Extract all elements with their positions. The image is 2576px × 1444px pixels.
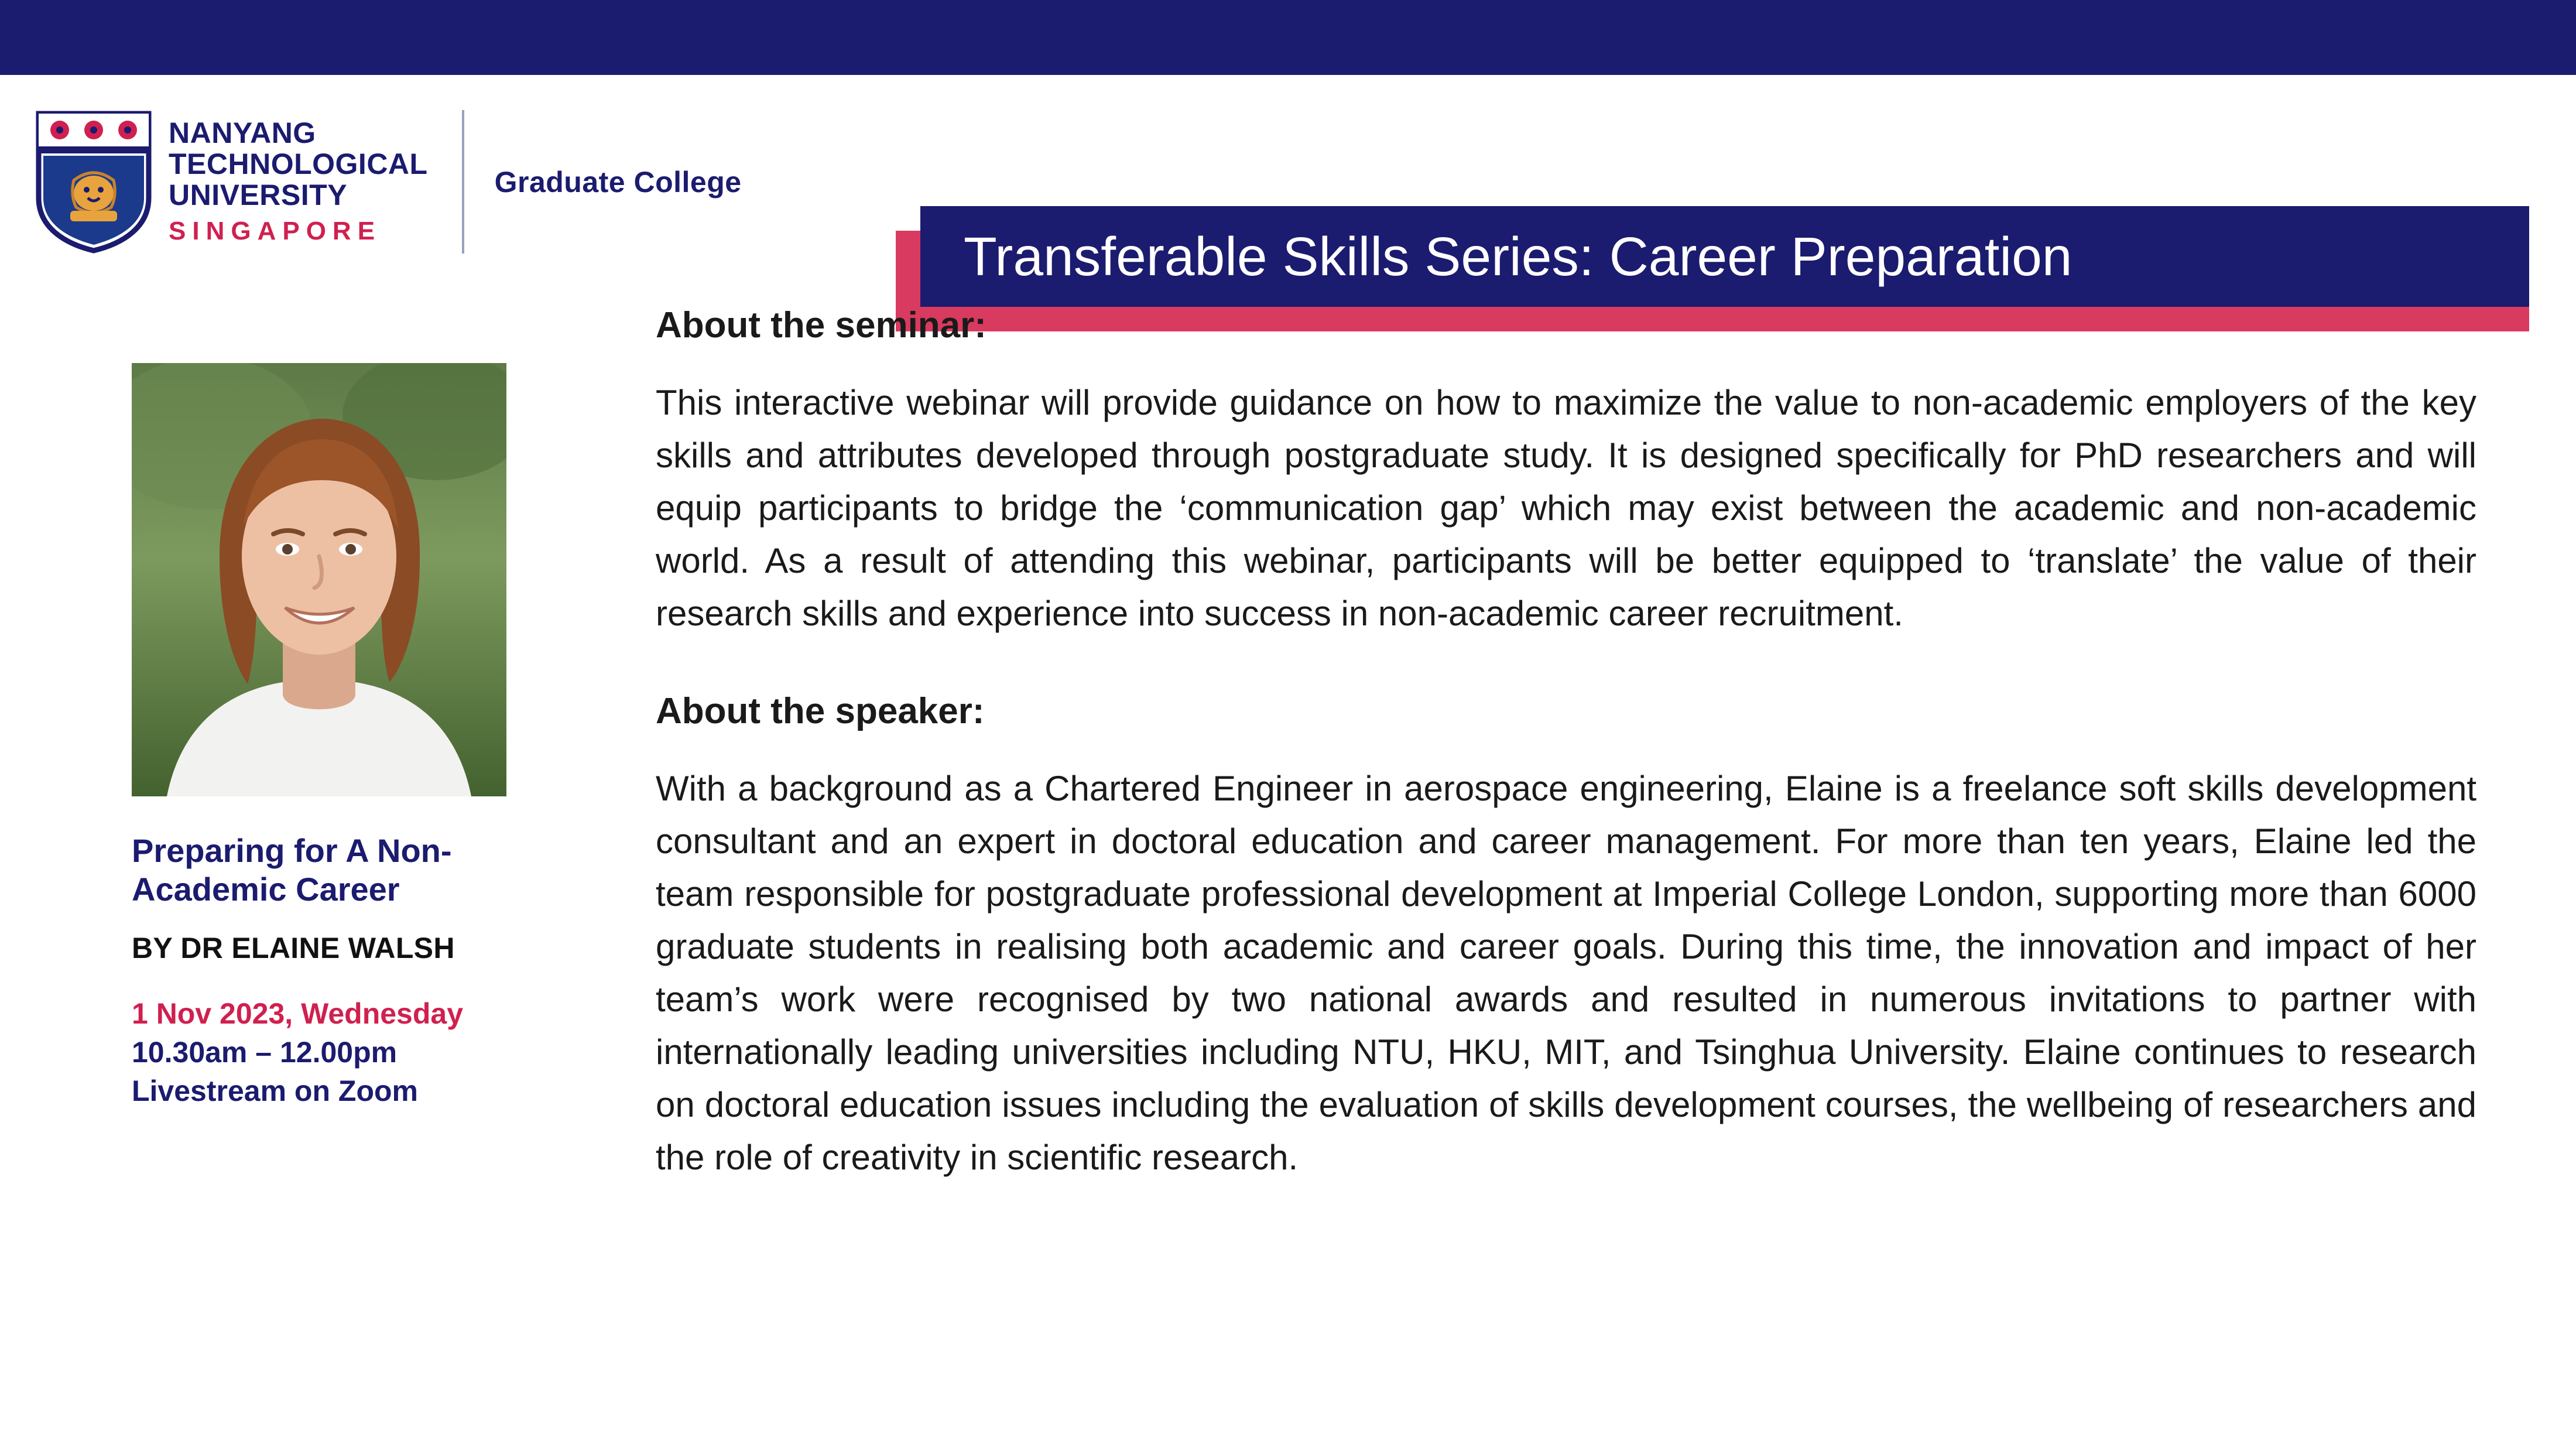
speaker-portrait [132,363,506,796]
sub-brand-label: Graduate College [494,165,742,199]
ntu-wordmark [169,118,428,246]
about-seminar-body: This interactive webinar will provide guidance on how to maximize the value to non-academic employers of the key skills and attributes developed through postgraduate study. It is designed specifically for PhD researchers and will equip participants to bridge the ‘communication gap’ which may exist between the academic and non-academic world. As a result of attending this webinar, participants will be better equipped to ‘translate’ the value of their research skills and experience into success in non-academic career recruitment. [656,383,2476,633]
page-title: Transferable Skills Series: Career Preparation [964,225,2073,287]
event-time: 10.30am – 12.00pm [132,1036,398,1069]
about-seminar-heading: About the seminar: [656,305,986,345]
ntu-crest-icon [35,110,152,254]
brand-line-1: NANYANG [169,117,316,149]
speaker-byline: BY DR ELAINE WALSH [132,932,455,965]
ntu-logo-lockup [35,110,742,254]
page-header [0,75,2576,297]
event-mode: Livestream on Zoom [132,1075,418,1108]
title-banner-main [920,206,2529,307]
logo-divider [462,110,464,254]
brand-country: SINGAPORE [169,217,382,245]
section-gap [656,640,2476,690]
about-speaker-heading: About the speaker: [656,691,985,731]
speaker-panel [132,363,588,1108]
brand-line-3: UNIVERSITY [169,179,348,211]
top-navy-band [0,0,2576,75]
main-content [656,304,2476,1184]
about-speaker-body: With a background as a Chartered Engineer in aerospace engineering, Elaine is a freelance soft skills development consultant and an expert in doctoral education and career management. For more than ten years, Elaine led the team responsible for postgraduate professional development at Imperial College London, supporting more than 6000 graduate students in realising both academic and career goals. During this time, the innovation and impact of her team’s work were recognised by two national awards and resulted in numerous invitations to partner with internationally leading universities including NTU, HKU, MIT, and Tsinghua University. Elaine continues to research on doctoral education issues including the evaluation of skills development courses, the wellbeing of researchers and the role of creativity in scientific research. [656,769,2476,1177]
brand-line-2: TECHNOLOGICAL [169,148,428,180]
event-date: 1 Nov 2023, Wednesday [132,997,464,1031]
talk-title: Preparing for A Non-Academic Career [132,832,452,908]
